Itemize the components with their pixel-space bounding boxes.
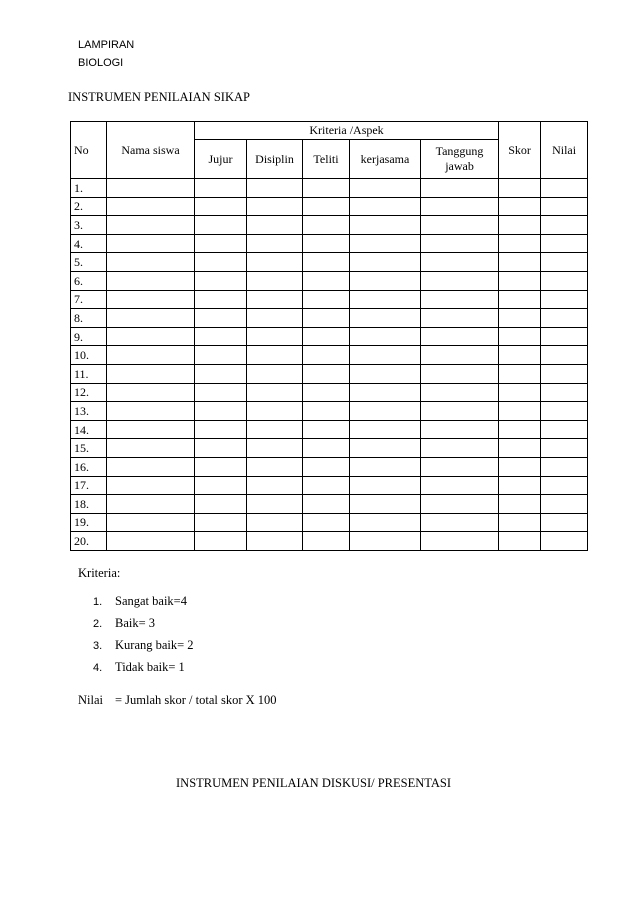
empty-cell: [541, 457, 588, 476]
empty-cell: [421, 290, 499, 309]
empty-cell: [541, 327, 588, 346]
empty-cell: [247, 513, 303, 532]
empty-cell: [195, 532, 247, 551]
empty-cell: [247, 197, 303, 216]
empty-cell: [421, 216, 499, 235]
empty-cell: [350, 234, 421, 253]
empty-cell: [350, 309, 421, 328]
empty-cell: [195, 327, 247, 346]
empty-cell: [303, 197, 350, 216]
score-formula-text: = Jumlah skor / total skor X 100: [115, 693, 277, 707]
empty-cell: [350, 346, 421, 365]
empty-cell: [350, 476, 421, 495]
empty-cell: [247, 457, 303, 476]
empty-cell: [195, 197, 247, 216]
empty-cell: [247, 216, 303, 235]
empty-cell: [303, 532, 350, 551]
empty-cell: [541, 216, 588, 235]
empty-cell: [303, 179, 350, 198]
header-line-lampiran: LAMPIRAN: [78, 39, 135, 51]
empty-cell: [499, 309, 541, 328]
empty-cell: [421, 457, 499, 476]
empty-cell: [499, 457, 541, 476]
empty-cell: [107, 234, 195, 253]
table-row: [71, 383, 588, 402]
empty-cell: [107, 532, 195, 551]
empty-cell: [421, 327, 499, 346]
table-row: [71, 253, 588, 272]
table-row: [71, 271, 588, 290]
empty-cell: [541, 532, 588, 551]
empty-cell: [350, 271, 421, 290]
criteria-item: [93, 614, 194, 636]
criteria-list: [93, 592, 194, 680]
empty-cell: [303, 383, 350, 402]
criteria-item-number: 4.: [93, 662, 103, 674]
empty-cell: [247, 439, 303, 458]
empty-cell: [421, 197, 499, 216]
row-number: 3.: [71, 216, 107, 235]
empty-cell: [247, 402, 303, 421]
empty-cell: [421, 532, 499, 551]
empty-cell: [247, 420, 303, 439]
table-row: [71, 439, 588, 458]
empty-cell: [541, 439, 588, 458]
empty-cell: [541, 179, 588, 198]
criteria-item-number: 3.: [93, 640, 103, 652]
header-kriteria-group: Kriteria /Aspek: [195, 122, 499, 140]
criteria-item-text: Kurang baik= 2: [115, 638, 194, 652]
empty-cell: [499, 402, 541, 421]
table-row: [71, 179, 588, 198]
empty-cell: [303, 476, 350, 495]
empty-cell: [107, 309, 195, 328]
table-row: [71, 364, 588, 383]
empty-cell: [107, 346, 195, 365]
empty-cell: [541, 476, 588, 495]
empty-cell: [350, 179, 421, 198]
empty-cell: [499, 290, 541, 309]
empty-cell: [107, 383, 195, 402]
empty-cell: [303, 439, 350, 458]
empty-cell: [499, 420, 541, 439]
empty-cell: [499, 271, 541, 290]
empty-cell: [107, 457, 195, 476]
empty-cell: [421, 364, 499, 383]
empty-cell: [350, 457, 421, 476]
row-number: 19.: [71, 513, 107, 532]
empty-cell: [350, 532, 421, 551]
row-number: 12.: [71, 383, 107, 402]
empty-cell: [247, 532, 303, 551]
section-title: INSTRUMEN PENILAIAN SIKAP: [68, 90, 250, 104]
empty-cell: [499, 197, 541, 216]
row-number: 2.: [71, 197, 107, 216]
empty-cell: [499, 495, 541, 514]
row-number: 6.: [71, 271, 107, 290]
row-number: 20.: [71, 532, 107, 551]
criteria-label: Kriteria:: [78, 566, 121, 580]
empty-cell: [195, 420, 247, 439]
empty-cell: [107, 253, 195, 272]
empty-cell: [247, 364, 303, 383]
empty-cell: [195, 457, 247, 476]
empty-cell: [247, 234, 303, 253]
criteria-item-number: 1.: [93, 596, 103, 608]
empty-cell: [421, 420, 499, 439]
empty-cell: [421, 179, 499, 198]
empty-cell: [499, 234, 541, 253]
table-row: [71, 346, 588, 365]
empty-cell: [107, 197, 195, 216]
row-number: 18.: [71, 495, 107, 514]
empty-cell: [195, 383, 247, 402]
empty-cell: [499, 439, 541, 458]
empty-cell: [247, 383, 303, 402]
empty-cell: [247, 253, 303, 272]
row-number: 11.: [71, 364, 107, 383]
empty-cell: [303, 346, 350, 365]
row-number: 10.: [71, 346, 107, 365]
empty-cell: [107, 364, 195, 383]
table-row: [71, 402, 588, 421]
empty-cell: [195, 271, 247, 290]
table-row: [71, 513, 588, 532]
empty-cell: [107, 439, 195, 458]
row-number: 13.: [71, 402, 107, 421]
row-number: 1.: [71, 179, 107, 198]
header-aspect-kerjasama: kerjasama: [350, 140, 421, 179]
empty-cell: [541, 197, 588, 216]
empty-cell: [541, 290, 588, 309]
table-row: [71, 420, 588, 439]
empty-cell: [195, 253, 247, 272]
table-row: [71, 234, 588, 253]
empty-cell: [421, 495, 499, 514]
empty-cell: [303, 457, 350, 476]
empty-cell: [303, 420, 350, 439]
criteria-item-number: 2.: [93, 618, 103, 630]
empty-cell: [541, 309, 588, 328]
table-row: [71, 290, 588, 309]
empty-cell: [350, 383, 421, 402]
header-aspect-disiplin: Disiplin: [247, 140, 303, 179]
empty-cell: [247, 271, 303, 290]
empty-cell: [195, 402, 247, 421]
criteria-item-text: Baik= 3: [115, 616, 156, 630]
empty-cell: [541, 234, 588, 253]
empty-cell: [247, 327, 303, 346]
empty-cell: [303, 402, 350, 421]
table-row: [71, 327, 588, 346]
score-formula-label: Nilai: [78, 693, 103, 707]
row-number: 5.: [71, 253, 107, 272]
empty-cell: [421, 309, 499, 328]
empty-cell: [421, 253, 499, 272]
empty-cell: [107, 271, 195, 290]
empty-cell: [107, 476, 195, 495]
empty-cell: [350, 402, 421, 421]
empty-cell: [303, 290, 350, 309]
empty-cell: [350, 364, 421, 383]
header-skor: Skor: [499, 122, 541, 179]
criteria-item-text: Sangat baik=4: [115, 594, 187, 608]
empty-cell: [247, 290, 303, 309]
empty-cell: [247, 309, 303, 328]
empty-cell: [195, 513, 247, 532]
empty-cell: [499, 532, 541, 551]
empty-cell: [303, 234, 350, 253]
empty-cell: [499, 216, 541, 235]
empty-cell: [107, 290, 195, 309]
table-row: [71, 476, 588, 495]
row-number: 14.: [71, 420, 107, 439]
empty-cell: [195, 290, 247, 309]
empty-cell: [499, 364, 541, 383]
empty-cell: [499, 327, 541, 346]
empty-cell: [195, 364, 247, 383]
empty-cell: [195, 234, 247, 253]
row-number: 9.: [71, 327, 107, 346]
empty-cell: [499, 346, 541, 365]
empty-cell: [303, 216, 350, 235]
empty-cell: [350, 253, 421, 272]
assessment-table: [70, 121, 588, 551]
table-body: [71, 179, 588, 551]
row-number: 17.: [71, 476, 107, 495]
empty-cell: [499, 476, 541, 495]
empty-cell: [247, 179, 303, 198]
score-formula: [78, 693, 277, 708]
table-row: [71, 216, 588, 235]
empty-cell: [195, 495, 247, 514]
empty-cell: [541, 346, 588, 365]
empty-cell: [541, 364, 588, 383]
header-aspect-teliti: Teliti: [303, 140, 350, 179]
empty-cell: [195, 179, 247, 198]
row-number: 15.: [71, 439, 107, 458]
row-number: 8.: [71, 309, 107, 328]
empty-cell: [195, 476, 247, 495]
table-row: [71, 495, 588, 514]
empty-cell: [421, 476, 499, 495]
empty-cell: [499, 513, 541, 532]
empty-cell: [107, 495, 195, 514]
empty-cell: [303, 513, 350, 532]
criteria-item: [93, 592, 194, 614]
header-line-subject: BIOLOGI: [78, 57, 124, 69]
empty-cell: [350, 513, 421, 532]
header-nilai: Nilai: [541, 122, 588, 179]
empty-cell: [421, 383, 499, 402]
header-no: No: [71, 122, 107, 179]
header-nama-siswa: Nama siswa: [107, 122, 195, 179]
empty-cell: [303, 364, 350, 383]
empty-cell: [421, 346, 499, 365]
empty-cell: [195, 216, 247, 235]
empty-cell: [421, 439, 499, 458]
empty-cell: [247, 346, 303, 365]
table-row: [71, 532, 588, 551]
header-aspect-jujur: Jujur: [195, 140, 247, 179]
table-row: [71, 197, 588, 216]
empty-cell: [541, 271, 588, 290]
empty-cell: [303, 271, 350, 290]
empty-cell: [303, 309, 350, 328]
section-title-discussion: INSTRUMEN PENILAIAN DISKUSI/ PRESENTASI: [176, 776, 452, 790]
empty-cell: [303, 253, 350, 272]
empty-cell: [541, 402, 588, 421]
empty-cell: [421, 271, 499, 290]
empty-cell: [350, 290, 421, 309]
empty-cell: [195, 309, 247, 328]
empty-cell: [541, 253, 588, 272]
empty-cell: [541, 420, 588, 439]
criteria-item: [93, 658, 194, 680]
empty-cell: [195, 346, 247, 365]
empty-cell: [247, 495, 303, 514]
empty-cell: [350, 495, 421, 514]
row-number: 4.: [71, 234, 107, 253]
empty-cell: [303, 327, 350, 346]
empty-cell: [421, 402, 499, 421]
empty-cell: [421, 234, 499, 253]
empty-cell: [350, 327, 421, 346]
empty-cell: [107, 513, 195, 532]
empty-cell: [350, 216, 421, 235]
empty-cell: [541, 383, 588, 402]
empty-cell: [499, 179, 541, 198]
empty-cell: [107, 327, 195, 346]
row-number: 16.: [71, 457, 107, 476]
empty-cell: [107, 179, 195, 198]
empty-cell: [247, 476, 303, 495]
empty-cell: [350, 420, 421, 439]
empty-cell: [499, 253, 541, 272]
empty-cell: [195, 439, 247, 458]
table-row: [71, 309, 588, 328]
table-row: [71, 457, 588, 476]
criteria-item-text: Tidak baik= 1: [115, 660, 185, 674]
empty-cell: [541, 513, 588, 532]
empty-cell: [107, 216, 195, 235]
empty-cell: [350, 197, 421, 216]
empty-cell: [541, 495, 588, 514]
empty-cell: [303, 495, 350, 514]
criteria-item: [93, 636, 194, 658]
empty-cell: [499, 383, 541, 402]
page-header: [78, 36, 134, 72]
empty-cell: [421, 513, 499, 532]
empty-cell: [107, 420, 195, 439]
row-number: 7.: [71, 290, 107, 309]
empty-cell: [350, 439, 421, 458]
header-aspect-tanggung-jawab: Tanggung jawab: [421, 140, 499, 179]
empty-cell: [107, 402, 195, 421]
